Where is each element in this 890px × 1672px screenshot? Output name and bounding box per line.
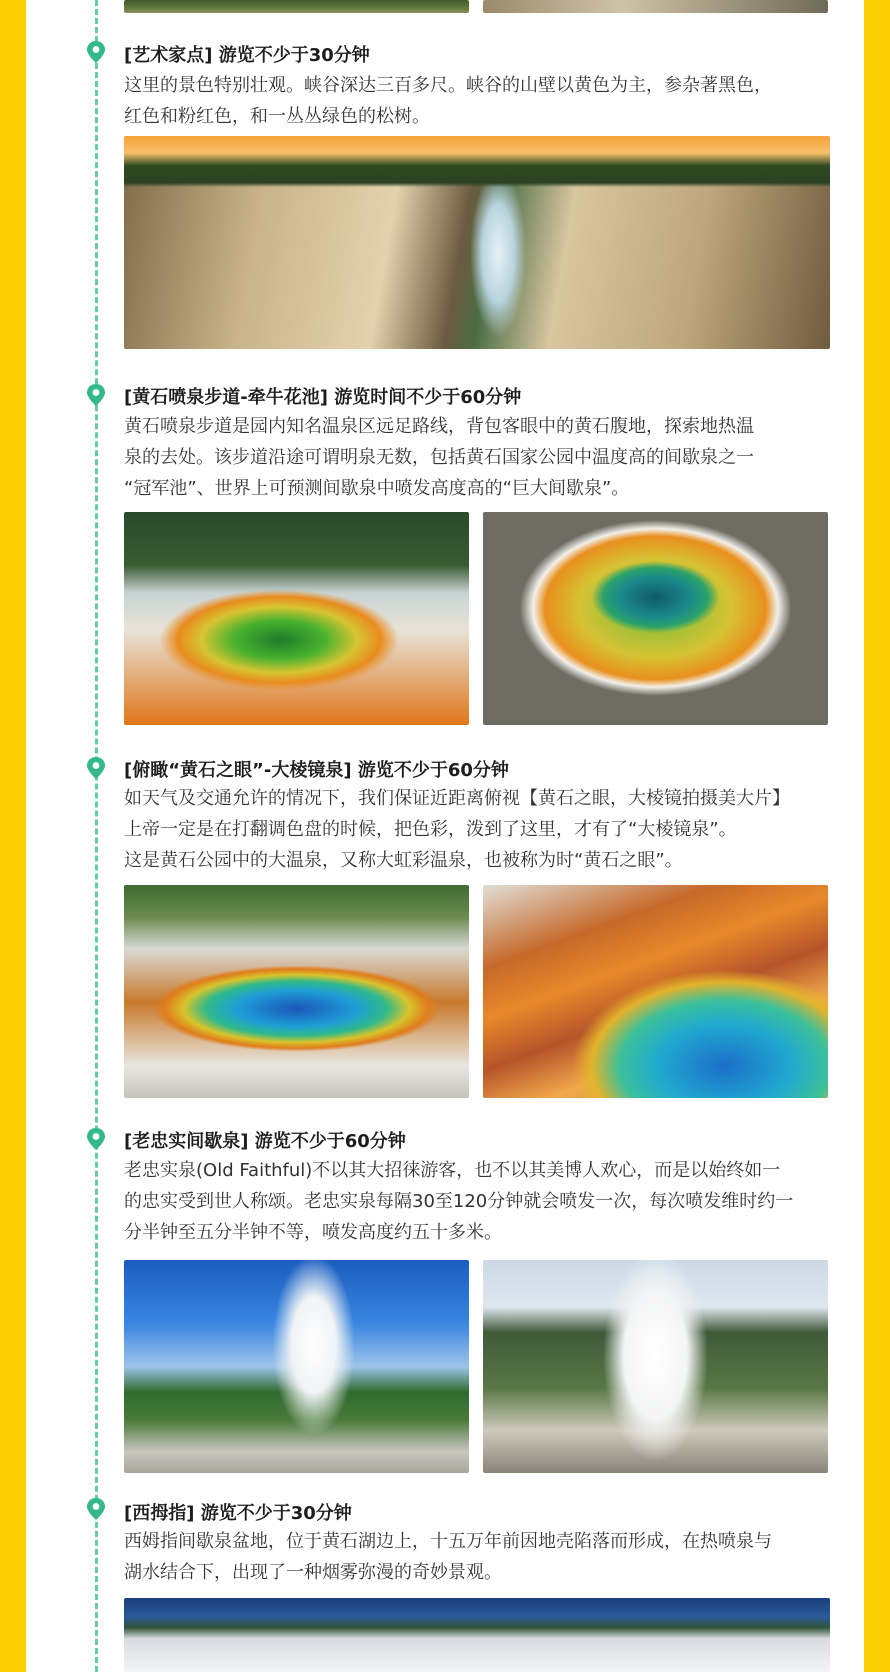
photo-morning-glory-pool-side — [124, 512, 469, 725]
photo-grand-prismatic-wide — [124, 885, 469, 1098]
section-title-west-thumb: [西拇指] 游览不少于30分钟 — [124, 1503, 352, 1524]
photo-old-faithful-crowd — [483, 1260, 828, 1473]
section-title-grand-prismatic-spring: [俯瞰“黄石之眼”-大棱镜泉] 游览不少于60分钟 — [124, 760, 509, 781]
description-line: 这里的景色特别壮观。峡谷深达三百多尺。峡谷的山壁以黄色为主，参杂著黑色， — [124, 75, 772, 96]
photo-old-faithful-blue-sky — [124, 1260, 469, 1473]
description-line: 的忠实受到世人称颂。老忠实泉每隔30至120分钟就会喷发一次，每次喷发维时约一 — [124, 1191, 794, 1212]
section-description-morning-glory-pool — [124, 411, 864, 504]
location-pin-icon — [85, 1497, 107, 1521]
photo-grand-canyon-waterfall — [124, 136, 830, 349]
description-line: 红色和粉红色，和一丛丛绿色的松树。 — [124, 106, 430, 127]
section-description-artist-point — [124, 70, 864, 132]
section-description-west-thumb — [124, 1526, 864, 1588]
photo-top-left-partial — [124, 0, 469, 13]
description-line: 这是黄石公园中的大温泉，又称大虹彩温泉，也被称为时“黄石之眼”。 — [124, 850, 683, 871]
section-title-morning-glory-pool: [黄石喷泉步道-牵牛花池] 游览时间不少于60分钟 — [124, 387, 522, 408]
photo-morning-glory-pool-top — [483, 512, 828, 725]
location-pin-icon — [85, 1127, 107, 1151]
section-title-old-faithful: [老忠实间歇泉] 游览不少于60分钟 — [124, 1131, 406, 1152]
description-line: 老忠实泉(Old Faithful)不以其大招徕游客，也不以其美博人欢心，而是以始终如一 — [124, 1160, 781, 1181]
section-title-artist-point: [艺术家点] 游览不少于30分钟 — [124, 45, 370, 66]
photo-grand-prismatic-aerial — [483, 885, 828, 1098]
description-line: 分半钟至五分半钟不等，喷发高度约五十多米。 — [124, 1222, 502, 1243]
description-line: 泉的去处。该步道沿途可谓明泉无数，包括黄石国家公园中温度高的间歇泉之一 — [124, 447, 754, 468]
description-line: 上帝一定是在打翻调色盘的时候，把色彩，泼到了这里，才有了“大棱镜泉”。 — [124, 819, 737, 840]
description-line: 湖水结合下，出现了一种烟雾弥漫的奇妙景观。 — [124, 1562, 502, 1583]
description-line: 西姆指间歇泉盆地，位于黄石湖边上，十五万年前因地壳陷落而形成，在热喷泉与 — [124, 1531, 772, 1552]
left-yellow-border — [0, 0, 26, 1672]
description-line: “冠军池”、世界上可预测间歇泉中喷发高度高的“巨大间歇泉”。 — [124, 478, 630, 499]
location-pin-icon — [85, 383, 107, 407]
description-line: 黄石喷泉步道是园内知名温泉区远足路线，背包客眼中的黄石腹地，探索地热温 — [124, 416, 754, 437]
right-yellow-border — [864, 0, 890, 1672]
photo-top-right-partial — [483, 0, 828, 13]
location-pin-icon — [85, 40, 107, 64]
section-description-grand-prismatic-spring — [124, 783, 864, 876]
description-line: 如天气及交通允许的情况下，我们保证近距离俯视【黄石之眼，大棱镜拍摄美大片】 — [124, 788, 790, 809]
timeline-dashed-line — [95, 0, 98, 1672]
location-pin-icon — [85, 756, 107, 780]
photo-west-thumb-boardwalk — [124, 1598, 830, 1672]
section-description-old-faithful — [124, 1155, 864, 1248]
